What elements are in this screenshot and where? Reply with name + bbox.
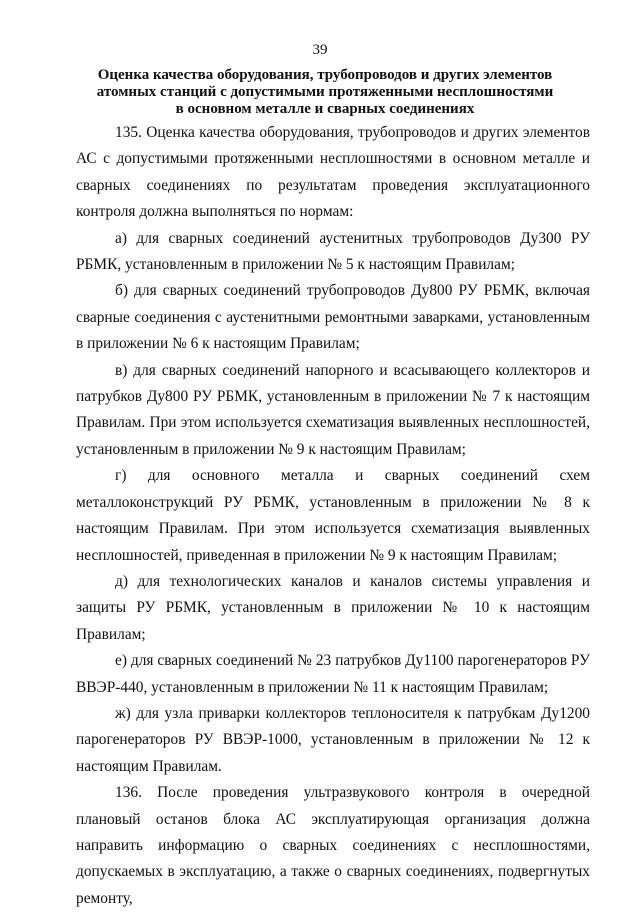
paragraph-136: 136. После проведения ультразвукового контроля в очередной плановый останов блока АС эксплуатирующая организация должна направить информацию о сварных соединениях с несплошностями, допускаемых в эксплуатацию, а также о сварных соединениях, подвергнутых ремонту, [76,784,590,907]
list-item-zh: ж) для узла приварки коллекторов теплоносителя к патрубкам Ду1200 парогенераторов РУ ВВЭР-1000, установленным в приложении № 12 к настоящим Правилам. [76,704,590,775]
page-number: 39 [312,42,328,58]
section-heading: Оценка качества оборудования, трубопроводов и других элементов атомных станций с допустимыми протяженными несплошностями в основном металле и сварных соединениях [96,67,554,117]
list-item-v: в) для сварных соединений напорного и всасывающего коллекторов и патрубков Ду800 РУ РБМК, установленным в приложении № 7 к настоящим Правилам. При этом используется схематизация выявленных несплошностей, установленным в приложении № 9 к настоящим Правилам; [76,361,590,458]
paragraph-135: 135. Оценка качества оборудования, трубопроводов и других элементов АС с допустимыми протяженными несплошностями в основном металле и сварных соединениях по результатам проведения эксплуатационного контроля должна выполняться по нормам: [76,124,590,221]
list-item-e: е) для сварных соединений № 23 патрубков Ду1100 парогенераторов РУ ВВЭР-440, установленным в приложении № 11 к настоящим Правилам; [76,652,590,696]
list-item-a: а) для сварных соединений аустенитных трубопроводов Ду300 РУ РБМК, установленным в приложении № 5 к настоящим Правилам; [76,229,590,274]
list-item-b: б) для сварных соединений трубопроводов Ду800 РУ РБМК, включая сварные соединения с аустенитными ремонтными заварками, установленным в приложении № 6 к настоящим Правилам; [76,282,590,353]
body-text [76,120,590,912]
list-item-d: д) для технологических каналов и каналов системы управления и защиты РУ РБМК, установленным в приложении № 10 к настоящим Правилам; [76,572,590,643]
list-item-g: г) для основного металла и сварных соединений схем металлоконструкций РУ РБМК, установленным в приложении № 8 к настоящим Правилам. При этом используется схематизация выявленных несплошностей, приведенная в приложении № 9 к настоящим Правилам; [76,467,590,564]
